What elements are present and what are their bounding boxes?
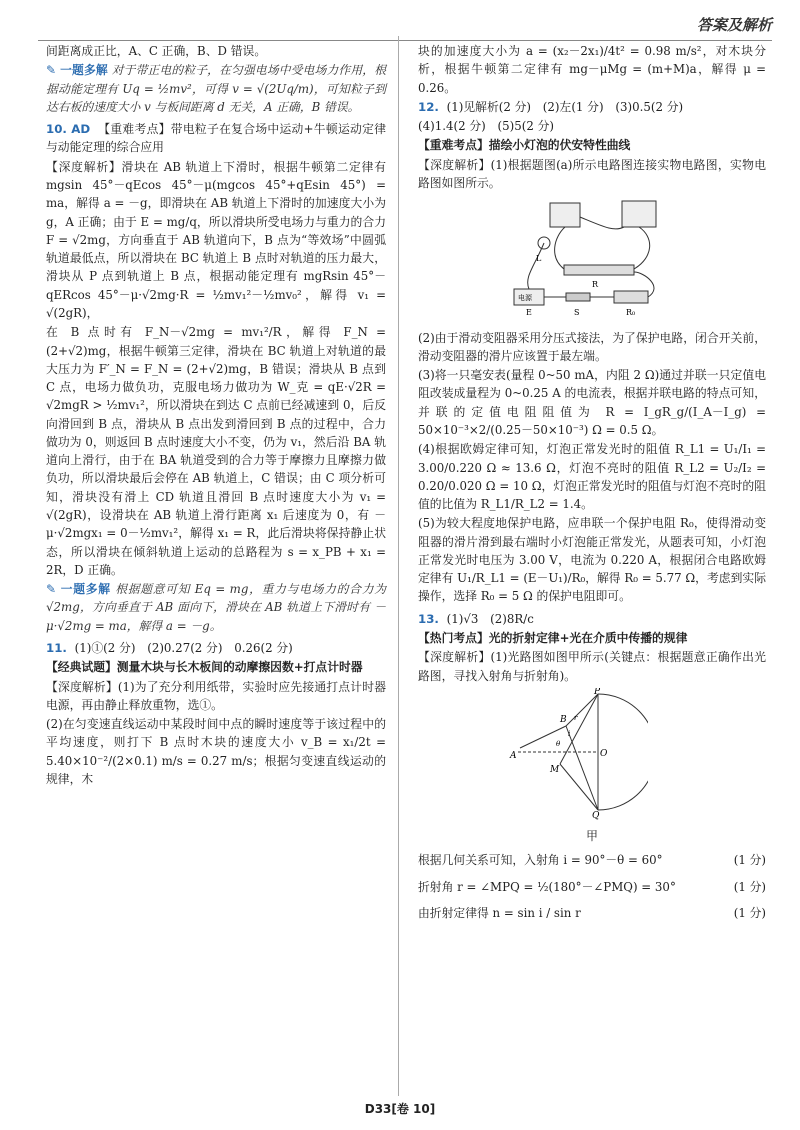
deep-analysis-cont: (2)在匀变速直线运动中某段时间中点的瞬时速度等于该过程中的平均速度，则打下 B 点时木块的速度大小 v_B = x₁/2t = 5.40×10⁻²/(2×0.1) m/s = 0.27 m/s；根据匀变速直线运动的规律，木 xyxy=(46,717,386,786)
column-divider xyxy=(398,36,399,1096)
label-o: O xyxy=(600,748,608,759)
question-13-head xyxy=(418,610,766,628)
label-r: R xyxy=(592,280,599,290)
circuit-figure xyxy=(504,197,674,319)
ammeter-icon xyxy=(622,201,656,227)
alt-solution-text: 根据题意可知 Eq = mg，重力与电场力的合力为 √2mg，方向垂直于 AB 面向下，滑块在 AB 轨道上下滑时有 －μ·√2mg = ma，解得 a = －g。 xyxy=(46,582,386,633)
paragraph: (5)为较大程度地保护电路，应串联一个保护电阻 R₀，使得滑动变阻器的滑片滑到最右端时小灯泡能正常发光，从题表可知，小灯泡正常发光时电压为 3.00 V，电流为 0.220 A，根据闭合电路欧姆定律有 U₁/R_L1 = (E－U₁)/R₀，解得 R₀ = 5.77 Ω，考虑到实际操作，选择 R₀ = 5 Ω 的保护电阻即可。 xyxy=(418,516,766,604)
label-theta: θ xyxy=(556,739,561,748)
key-point: 【重难考点】描绘小灯泡的伏安特性曲线 xyxy=(418,138,631,153)
question-number: 12. xyxy=(418,99,439,114)
pencil-icon: ✎ xyxy=(46,63,56,78)
resistor-icon xyxy=(614,291,648,303)
paragraph: (2)由于滑动变阻器采用分压式接法，为了保护电路，闭合开关前，滑动变阻器的滑片应该置于最左端。 xyxy=(418,330,766,363)
alt-solution-label: 一题多解 xyxy=(60,63,108,78)
label-m: M xyxy=(550,764,560,775)
optics-figure xyxy=(508,688,648,820)
left-column xyxy=(46,42,386,789)
paragraph: (4)根据欧姆定律可知，灯泡正常发光时的阻值 R_L1 = U₁/I₁ = 3.00/0.220 Ω ≈ 13.6 Ω，灯泡不亮时的阻值 R_L2 = U₂/I₂ = 0.20/0.020 Ω = 10 Ω，灯泡正常发光时的阻值与灯泡不亮时的阻值的比值为 R_L1/R_L2 = 1.4。 xyxy=(418,442,766,512)
label-a: A xyxy=(510,750,517,761)
label-l: L xyxy=(536,254,542,264)
question-12-head xyxy=(418,98,766,116)
question-number: 11. xyxy=(46,641,67,655)
page-footer: D33[卷 10] xyxy=(364,1102,436,1116)
question-number: 13. xyxy=(418,611,439,626)
equation-line: 根据几何关系可知，入射角 i = 90°－θ = 60° (1 分) xyxy=(418,851,766,869)
question-10-head xyxy=(46,120,386,157)
question-number: 10. AD xyxy=(46,122,91,137)
label-power: 电源 xyxy=(518,294,532,303)
key-point: 【经典试题】测量木块与长木板间的动摩擦因数+打点计时器 xyxy=(46,660,363,675)
deep-analysis: 【深度解析】(1)为了充分利用纸带，实验时应先接通打点计时器电源，再由静止释放重物，选①。 xyxy=(46,679,386,712)
paragraph: 块的加速度大小为 a = (x₂－2x₁)/4t² = 0.98 m/s²，对木块分析，根据牛顿第二定律有 mg－μMg = (m+M)a，解得 μ = 0.26。 xyxy=(418,44,766,95)
alt-solution-text: 对于带正电的粒子，在匀强电场中受电场力作用，根据动能定理有 Uq = ½mv²，可得 v = √(2Uq/m)，可知粒子到达右板的速度大小 v 与板间距离 d 无关，A 正确，B 错误。 xyxy=(46,63,386,114)
chord-mp xyxy=(560,694,598,764)
label-r-angle: r xyxy=(574,713,578,722)
score-badge: (1 分) xyxy=(733,906,766,920)
figure-caption: 甲 xyxy=(586,829,598,844)
deep-analysis: 【深度解析】(1)光路图如图甲所示(关键点：根据题意正确作出光路图，寻找入射角与折射角)。 xyxy=(418,650,766,683)
circuit-wires xyxy=(528,217,654,297)
answer-summary-2: (4)1.4(2 分) (5)5(2 分) xyxy=(418,119,554,134)
reflected-ray xyxy=(566,726,598,810)
answer-summary: (1)①(2 分) (2)0.27(2 分) 0.26(2 分) xyxy=(74,641,293,655)
deep-analysis: 【深度解析】(1)根据题图(a)所示电路图连接实物电路图，实物电路图如图所示。 xyxy=(418,157,766,190)
answer-summary: (1)√3 (2)8R/c xyxy=(446,611,534,626)
page-header: 答案及解析 xyxy=(696,16,772,34)
paragraph: (3)将一只毫安表(量程 0~50 mA，内阻 2 Ω)通过并联一只定值电阻改装成量程为 0~0.25 A 的电流表，根据并联电路的特点可知，并联的定值电阻阻值为 R = I_gR_g/(I_A－I_g) = 50×10⁻³×2/(0.25－50×10⁻³) Ω = 0.5 Ω。 xyxy=(418,368,766,437)
label-r0: R₀ xyxy=(626,308,636,318)
label-s: S xyxy=(574,308,580,318)
equation-line: 由折射定律得 n = sin i / sin r (1 分) xyxy=(418,904,766,922)
paragraph: 间距离成正比，A、C 正确，B、D 错误。 xyxy=(46,44,267,58)
score-badge: (1 分) xyxy=(733,879,766,894)
alt-solution-label: 一题多解 xyxy=(60,582,111,597)
equation-line: 折射角 r = ∠MPQ = ½(180°－∠PMQ) = 30° (1 分) xyxy=(418,878,766,896)
rheostat-icon xyxy=(564,265,634,275)
deep-analysis: 【深度解析】滑块在 AB 轨道上下滑时，根据牛顿第二定律有 mgsin 45°－qEcos 45°－μ(mgcos 45°+qEsin 45°) = ma，解得 a = －g，即滑块在 AB 轨道上下滑时的加速度大小为 g，A 正确；由于 E = mg/q，所以滑块所受电场力与重力的合力 F = √2mg，方向垂直于 AB 轨道向下，B 点为“等效场”中圆弧轨道最低点，所以滑块在 BC 轨道上 B 点时对轨道的压力最大，滑块从 P 点到轨道上 B 点，根据动能定理有 mgRsin 45°－qERcos 45°－μ·√2mg·R = ½mv₁²－½mv₀²，解得 v₁ = √(2gR)， xyxy=(46,159,386,320)
label-i: i xyxy=(568,729,571,738)
question-11-head xyxy=(46,639,386,657)
right-column xyxy=(418,42,766,923)
key-point: 【热门考点】光的折射定律+光在介质中传播的规律 xyxy=(418,631,688,646)
deep-analysis-cont: 在 B 点时有 F_N－√2mg = mv₁²/R，解得 F_N = (2+√2)mg，根据牛顿第三定律，滑块在 BC 轨道上对轨道的最大压力为 F′_N = F_N = (2+√2)mg，B 错误；滑块从 B 点到 C 点，电场力做负功，克服电场力做功为 W_克 = qE·√2R = √2mgR > ½mv₁²，所以滑块在到达 C 点前已经减速到 0，后反向滑回到 B 点，滑块从 B 点出发到滑回到 B 点的过程中，合力做功为 0，则返回 B 点时速度大小不变，仍为 v₁，然后沿 BA 轨道向上滑行，由于在 BA 轨道受到的合力等于摩擦力且摩擦力做负功，所以滑块最后会停在 AB 轨道上，C 错误；由 C 项分析可知，滑块没有滑上 CD 轨道且滑回 B 点时速度大小为 v₁ = √(2gR)，设滑块在 AB 轨道上滑行距离 x₁ 后速度为 0，有 －μ·√2mgx₁ = 0－½mv₁²，解得 x₁ = R，此后滑块将保持静止状态，所以滑块在倾斜轨道上运动的总路程为 s = x_PB + x₁ = 2R，D 正确。 xyxy=(46,325,386,577)
voltmeter-icon xyxy=(550,203,580,227)
label-q: Q xyxy=(592,810,600,820)
label-b: B xyxy=(560,714,567,725)
header-rule xyxy=(38,40,772,41)
label-e: E xyxy=(526,308,532,318)
label-p: P xyxy=(594,687,601,697)
chord-mq xyxy=(560,764,598,810)
score-badge: (1 分) xyxy=(733,853,766,868)
key-point: 【重难考点】带电粒子在复合场中运动+牛顿运动定律与动能定理的综合应用 xyxy=(46,122,387,155)
alt-solution xyxy=(46,61,386,116)
answer-summary: (1)见解析(2 分) (2)左(1 分) (3)0.5(2 分) xyxy=(446,99,684,114)
switch-icon xyxy=(566,293,590,301)
pencil-icon: ✎ xyxy=(46,582,56,597)
refracted-ray xyxy=(566,694,598,726)
alt-solution xyxy=(46,580,386,635)
